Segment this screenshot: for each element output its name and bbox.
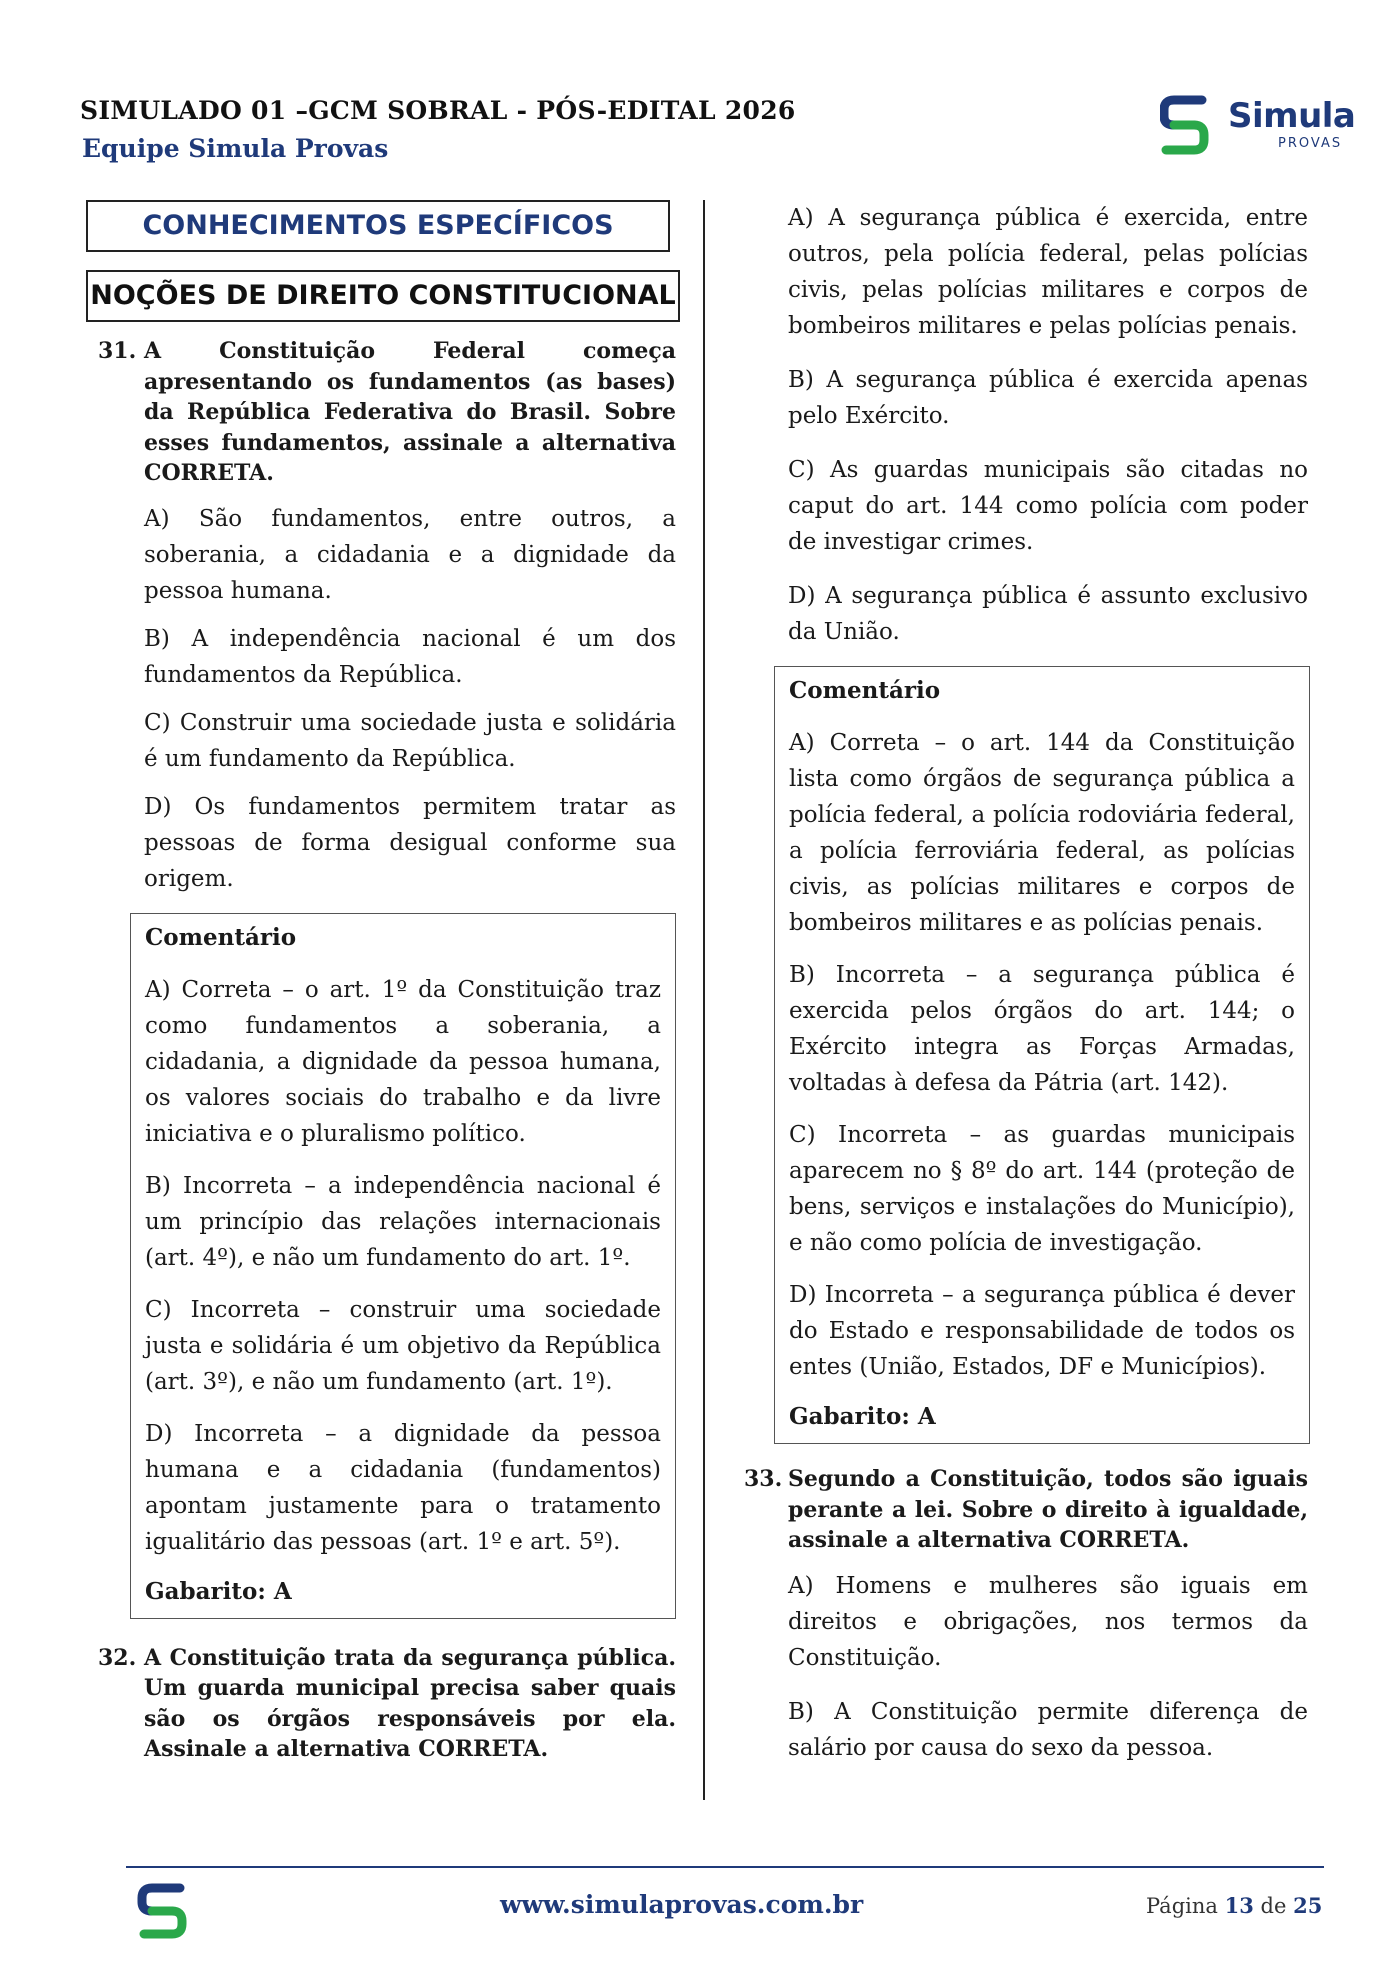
- logo-subtitle: PROVAS: [1278, 136, 1343, 151]
- section-heading-main: CONHECIMENTOS ESPECÍFICOS: [86, 200, 670, 252]
- q31-comment-box: [130, 913, 676, 1619]
- q31-alternatives: [144, 501, 676, 897]
- alternative-c: C) Construir uma sociedade justa e solidária é um fundamento da República.: [144, 709, 676, 772]
- q33-alternatives: [788, 1568, 1308, 1766]
- question-number: 32.: [98, 1644, 137, 1671]
- alternative-b: B) A Constituição permite diferença de salário por causa do sexo da pessoa.: [788, 1698, 1308, 1761]
- comment-title: Comentário: [789, 677, 941, 704]
- comment-a: A) Correta – o art. 1º da Constituição traz como fundamentos a soberania, a cidadania, a dignidade da pessoa humana, os valores sociais do trabalho e da livre iniciativa e o pluralismo político.: [145, 976, 661, 1147]
- question-number: 33.: [744, 1466, 783, 1492]
- comment-d: D) Incorreta – a dignidade da pessoa humana e a cidadania (fundamentos) apontam justamente para o tratamento igualitário das pessoas (art. 1º e art. 5º).: [145, 1420, 661, 1555]
- alternative-d: D) A segurança pública é assunto exclusivo da União.: [788, 583, 1308, 645]
- comment-b: B) Incorreta – a segurança pública é exercida pelos órgãos do art. 144; o Exército integra as Forças Armadas, voltadas à defesa da Pátria (art. 142).: [789, 962, 1295, 1096]
- footer-website-link[interactable]: www.simulaprovas.com.br: [500, 1890, 864, 1919]
- answer-key: Gabarito: A: [145, 1577, 292, 1605]
- page-of: de: [1260, 1894, 1287, 1918]
- alternative-c: C) As guardas municipais são citadas no caput do art. 144 como polícia com poder de investigar crimes.: [788, 457, 1308, 555]
- alternative-b: B) A segurança pública é exercida apenas pelo Exército.: [788, 367, 1308, 429]
- alternative-a: A) Homens e mulheres são iguais em direitos e obrigações, nos termos da Constituição.: [788, 1572, 1308, 1671]
- footer-divider: [126, 1866, 1324, 1868]
- question-statement: A Constituição trata da segurança pública. Um guarda municipal precisa saber quais são os órgãos responsáveis por ela. Assinale a alternativa CORRETA.: [144, 1644, 676, 1762]
- comment-a: A) Correta – o art. 144 da Constituição lista como órgãos de segurança pública a polícia federal, a polícia rodoviária federal, a polícia ferroviária federal, as polícias civis, as polícias militares e corpos de bombeiros militares e as polícias penais.: [789, 730, 1295, 936]
- question-33: [744, 1464, 1308, 1556]
- alternative-d: D) Os fundamentos permitem tratar as pessoas de forma desigual conforme sua origem.: [144, 793, 676, 892]
- comment-d: D) Incorreta – a segurança pública é dever do Estado e responsabilidade de todos os entes (União, Estados, DF e Municípios).: [789, 1282, 1295, 1380]
- alternative-b: B) A independência nacional é um dos fundamentos da República.: [144, 625, 676, 688]
- comment-c: C) Incorreta – construir uma sociedade justa e solidária é um objetivo da República (art. 3º), e não um fundamento (art. 1º).: [145, 1296, 661, 1395]
- logo-wordmark: Simula: [1228, 96, 1356, 136]
- right-column: [744, 200, 1308, 1766]
- page-current: 13: [1224, 1893, 1254, 1918]
- question-number: 31.: [98, 338, 137, 364]
- page-total: 25: [1293, 1893, 1323, 1918]
- document-subtitle: Equipe Simula Provas: [82, 134, 389, 163]
- question-31: [86, 336, 676, 489]
- comment-b: B) Incorreta – a independência nacional é um princípio das relações internacionais (art. 4º), e não um fundamento do art. 1º.: [145, 1172, 661, 1271]
- document-title: SIMULADO 01 –GCM SOBRAL - PÓS-EDITAL 2026: [80, 96, 796, 125]
- comment-c: C) Incorreta – as guardas municipais aparecem no § 8º do art. 144 (proteção de bens, serviços e instalações do Município), e não como polícia de investigação.: [789, 1122, 1295, 1256]
- alternative-a: A) São fundamentos, entre outros, a soberania, a cidadania e a dignidade da pessoa humana.: [144, 505, 676, 604]
- simula-footer-logo-icon: [134, 1880, 190, 1942]
- alternative-a: A) A segurança pública é exercida, entre outros, pela polícia federal, pelas polícias civis, pelas polícias militares e corpos de bombeiros militares e pelas polícias penais.: [788, 205, 1308, 339]
- comment-title: Comentário: [145, 923, 297, 951]
- section-heading-sub: NOÇÕES DE DIREITO CONSTITUCIONAL: [86, 270, 680, 322]
- page-indicator: [1146, 1893, 1322, 1918]
- q32-comment-box: [774, 666, 1310, 1444]
- left-column: [86, 200, 676, 1765]
- q32-alternatives: [788, 200, 1308, 650]
- page-label: Página: [1146, 1894, 1218, 1918]
- question-statement: Segundo a Constituição, todos são iguais perante a lei. Sobre o direito à igualdade, assinale a alternativa CORRETA.: [788, 1466, 1308, 1553]
- question-statement: A Constituição Federal começa apresentando os fundamentos (as bases) da República Federativa do Brasil. Sobre esses fundamentos, assinale a alternativa CORRETA.: [144, 338, 676, 486]
- question-32: [86, 1643, 676, 1765]
- column-divider: [703, 200, 705, 1800]
- answer-key: Gabarito: A: [789, 1403, 936, 1430]
